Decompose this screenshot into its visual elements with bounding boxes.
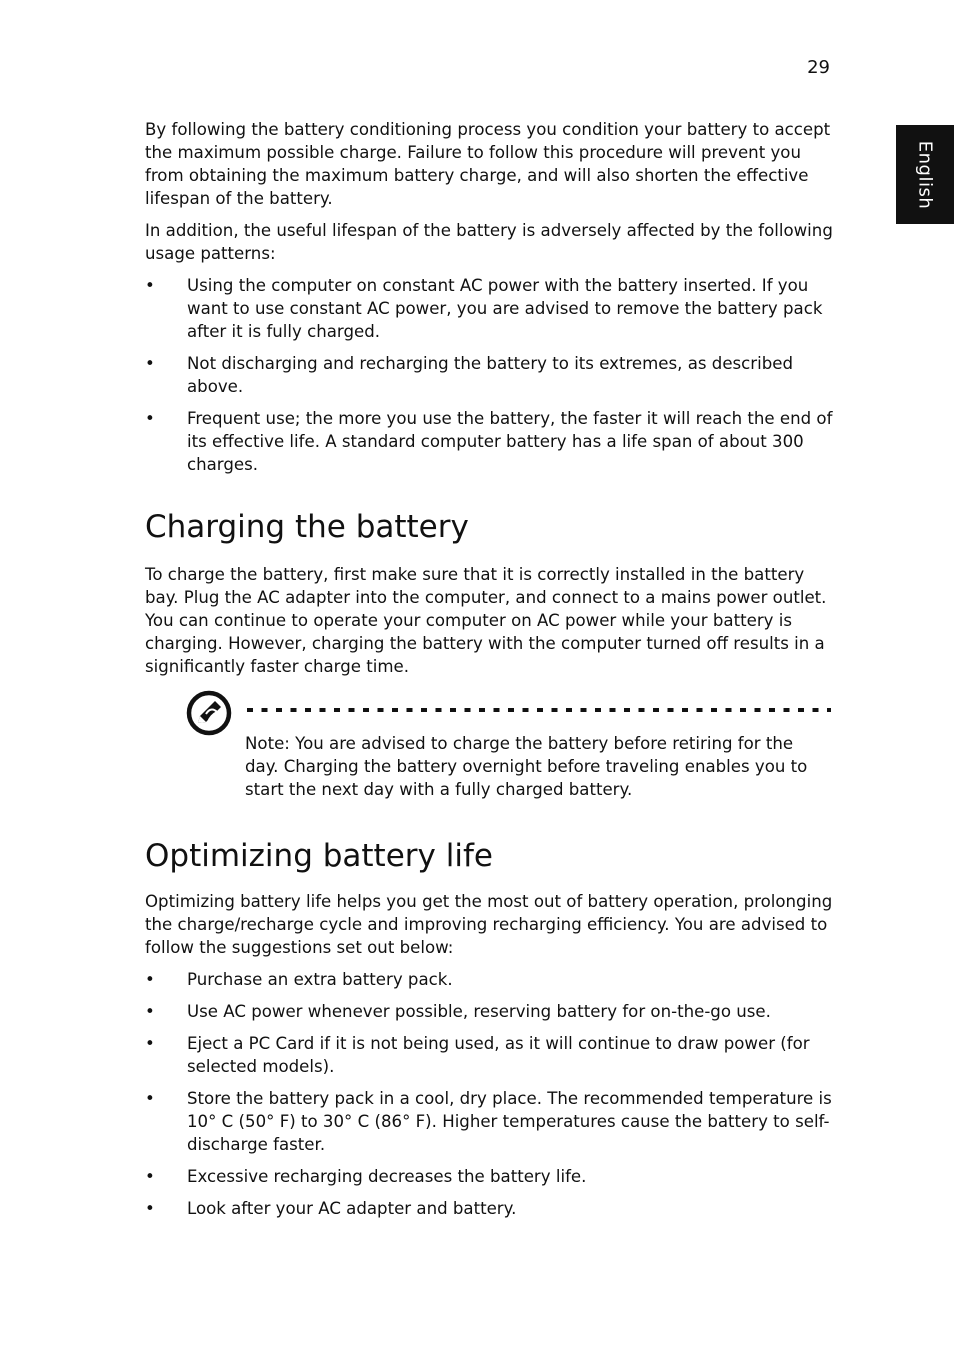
bullet-symbol: •	[145, 354, 155, 373]
charging-paragraph: To charge the battery, first make sure that it is correctly installed in the battery bay. Plug the AC adapter into the computer, and connect to a mains power outlet. You can continue to operate your computer on AC power while your battery is charging. However, charging the battery with the computer turned off results in a significantly faster charge time.	[145, 565, 827, 676]
list-item-text: Look after your AC adapter and battery.	[187, 1199, 517, 1218]
list-item-text: Frequent use; the more you use the battery, the faster it will reach the end of its effective life. A standard computer battery has a life span of about 300 charges.	[187, 409, 833, 474]
list-item	[145, 968, 835, 991]
bullet-symbol: •	[145, 1002, 155, 1021]
list-item	[145, 407, 835, 476]
note-block	[145, 690, 835, 806]
list-item	[145, 1165, 835, 1188]
list-item-text: Not discharging and recharging the battery to its extremes, as described above.	[187, 354, 794, 396]
note-dotted-rule	[245, 708, 831, 712]
list-item-text: Use AC power whenever possible, reserving battery for on-the-go use.	[187, 1002, 771, 1021]
optimizing-paragraph: Optimizing battery life helps you get the most out of battery operation, prolonging the charge/recharge cycle and improving recharging efficiency. You are advised to follow the suggestions set out below:	[145, 892, 833, 957]
list-item-text: Store the battery pack in a cool, dry place. The recommended temperature is 10° C (50° F) to 30° C (86° F). Higher temperatures cause the battery to self-discharge faster.	[187, 1089, 832, 1154]
list-item	[145, 352, 835, 398]
bullet-symbol: •	[145, 1167, 155, 1186]
section-heading-optimizing: Optimizing battery life	[145, 838, 493, 874]
list-item	[145, 274, 835, 343]
note-label: Note	[245, 734, 285, 753]
list-item-text: Eject a PC Card if it is not being used, as it will continue to draw power (for selected models).	[187, 1034, 810, 1076]
note-pencil-icon	[186, 690, 232, 736]
list-item	[145, 1087, 835, 1156]
usage-patterns-list	[145, 274, 835, 476]
bullet-symbol: •	[145, 1034, 155, 1053]
list-item	[145, 1197, 835, 1220]
intro-paragraph-2: In addition, the useful lifespan of the battery is adversely affected by the following usage patterns:	[145, 221, 833, 263]
optimizing-tips-list	[145, 968, 835, 1220]
list-item-text: Using the computer on constant AC power with the battery inserted. If you want to use constant AC power, you are advised to remove the battery pack after it is fully charged.	[187, 276, 823, 341]
list-item-text: Excessive recharging decreases the battery life.	[187, 1167, 587, 1186]
bullet-symbol: •	[145, 276, 155, 295]
note-body: : You are advised to charge the battery before retiring for the day. Charging the battery overnight before traveling enables you to start the next day with a fully charged battery.	[245, 734, 808, 799]
page-number: 29	[807, 57, 830, 78]
bullet-symbol: •	[145, 1199, 155, 1218]
section-heading-charging: Charging the battery	[145, 509, 469, 545]
page-content	[145, 118, 835, 1229]
bullet-symbol: •	[145, 970, 155, 989]
list-item	[145, 1032, 835, 1078]
intro-paragraph-1: By following the battery conditioning process you condition your battery to accept the maximum possible charge. Failure to follow this procedure will prevent you from obtaining the maximum battery charge, and will also shorten the effective lifespan of the battery.	[145, 120, 831, 208]
bullet-symbol: •	[145, 409, 155, 428]
language-tab-label: English	[914, 140, 936, 209]
language-tab	[896, 125, 954, 224]
list-item	[145, 1000, 835, 1023]
bullet-symbol: •	[145, 1089, 155, 1108]
note-text	[245, 732, 825, 801]
list-item-text: Purchase an extra battery pack.	[187, 970, 453, 989]
